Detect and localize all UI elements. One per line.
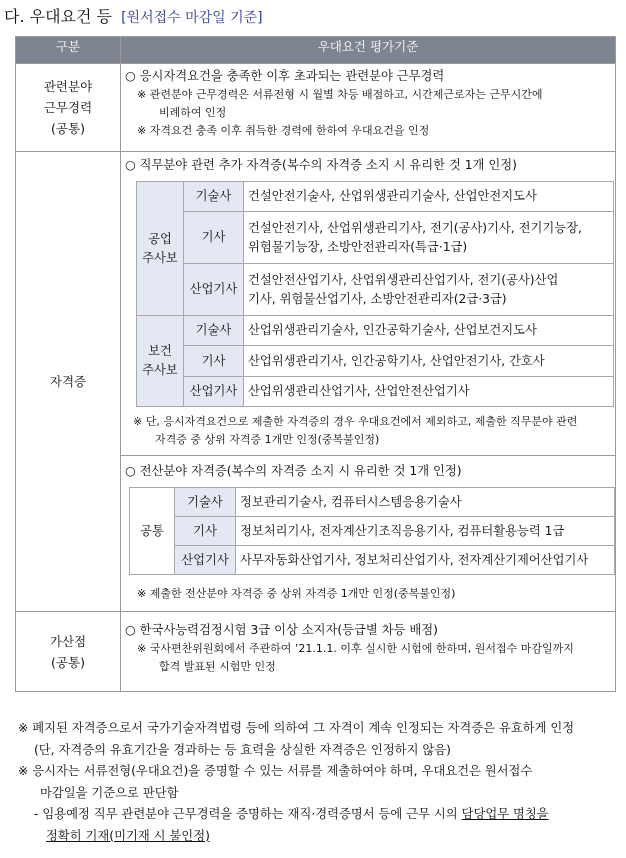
table-row bbox=[137, 377, 614, 407]
footer-note-2-cont: 마감일을 기준으로 판단함 bbox=[40, 785, 179, 800]
footer-note-3: - 임용예정 직무 관련분야 근무경력을 증명하는 재직·경력증명서 등에 근무 시의 담당업무 명칭을 bbox=[34, 807, 549, 821]
criteria-experience bbox=[121, 64, 616, 152]
header-criteria: 우대요건 평가기준 bbox=[121, 37, 616, 64]
preference-table bbox=[15, 36, 616, 692]
footer-notes bbox=[18, 718, 618, 847]
criteria-bonus bbox=[121, 612, 616, 692]
cert-list: 건설안전기사, 산업위생관리기사, 전기(공사)기사, 전기기능장, 위험물기능장, 소방안전관리자(특급·1급) bbox=[244, 212, 614, 264]
cert-list: 정보관리기술사, 컴퓨터시스템응용기술사 bbox=[236, 488, 615, 517]
group-health: 보건 주사보 bbox=[137, 316, 184, 407]
level-label: 산업기사 bbox=[184, 264, 244, 316]
section-subtitle: [원서접수 마감일 기준] bbox=[121, 10, 263, 26]
row-certificate bbox=[16, 152, 616, 612]
category-certificate: 자격증 bbox=[16, 152, 121, 612]
experience-note-1: ※ 관련분야 근무경력은 서류전형 시 월별 차등 배점하고, 시간제근로자는 근무시간에 비례하여 인정 bbox=[137, 88, 543, 119]
job-field-note: ※ 단, 응시자격요건으로 제출한 자격증의 경우 우대요건에서 제외하고, 제출한 직무분야 관련 자격증 중 상위 자격증 1개만 인정(중복불인정) bbox=[133, 415, 578, 446]
table-row bbox=[137, 346, 614, 377]
cert-list: 사무자동화산업기사, 정보처리산업기사, 전자계산기제어산업기사 bbox=[236, 546, 615, 575]
experience-main: ○ 응시자격요건을 충족한 이후 초과되는 관련분야 근무경력 bbox=[125, 69, 445, 83]
table-row bbox=[130, 517, 615, 546]
table-row bbox=[137, 212, 614, 264]
group-industrial: 공업 주사보 bbox=[137, 182, 184, 316]
criteria-certificate bbox=[121, 152, 616, 612]
category-bonus: 가산점 (공통) bbox=[16, 612, 121, 692]
level-label: 산업기사 bbox=[175, 546, 236, 575]
category-experience: 관련분야 근무경력 (공통) bbox=[16, 64, 121, 152]
bonus-note: ※ 국사편찬위원회에서 주관하여 ’21.1.1. 이후 실시한 시험에 한하며, 원서접수 마감일까지 합격 발표된 시험만 인정 bbox=[137, 642, 574, 673]
cert-list: 건설안전산업기사, 산업위생관리산업기사, 전기(공사)산업 기사, 위험물산업기사, 소방안전관리자(2급·3급) bbox=[244, 264, 614, 316]
cert-list: 정보처리기사, 전자계산기조직응용기사, 컴퓨터활용능력 1급 bbox=[236, 517, 615, 546]
level-label: 기사 bbox=[175, 517, 236, 546]
table-row bbox=[130, 488, 615, 517]
table-row bbox=[137, 182, 614, 212]
section-heading bbox=[4, 4, 263, 27]
job-field-main: ○ 직무분야 관련 추가 자격증(복수의 자격증 소지 시 유리한 것 1개 인정) bbox=[125, 158, 517, 172]
job-field-section bbox=[121, 152, 615, 456]
section-title: 다. 우대요건 등 bbox=[4, 7, 112, 26]
table-row bbox=[130, 546, 615, 575]
level-label: 기사 bbox=[184, 346, 244, 377]
footer-note-1-cont: (단, 자격증의 유효기간을 경과하는 등 효력을 상실한 자격증은 인정하지 않음) bbox=[34, 742, 451, 757]
level-label: 기사 bbox=[184, 212, 244, 264]
it-field-section bbox=[121, 456, 615, 611]
cert-list: 산업위생관리기사, 인간공학기사, 산업안전기사, 간호사 bbox=[244, 346, 614, 377]
level-label: 기술사 bbox=[175, 488, 236, 517]
table-header-row bbox=[16, 37, 616, 64]
level-label: 산업기사 bbox=[184, 377, 244, 407]
footer-note-2: ※ 응시자는 서류전형(우대요건)을 증명할 수 있는 서류를 제출하여야 하며, 우대요건은 원서접수 bbox=[18, 764, 533, 778]
it-field-note: ※ 제출한 전산분야 자격증 중 상위 자격증 1개만 인정(중복불인정) bbox=[137, 587, 456, 600]
bonus-main: ○ 한국사능력검정시험 3급 이상 소지자(등급별 차등 배점) bbox=[125, 623, 438, 637]
level-label: 기술사 bbox=[184, 182, 244, 212]
cert-list: 산업위생관리기술사, 인간공학기술사, 산업보건지도사 bbox=[244, 316, 614, 346]
level-label: 기술사 bbox=[184, 316, 244, 346]
cert-list: 산업위생관리산업기사, 산업안전산업기사 bbox=[244, 377, 614, 407]
it-field-main: ○ 전산분야 자격증(복수의 자격증 소지 시 유리한 것 1개 인정) bbox=[125, 464, 462, 478]
table-row bbox=[137, 316, 614, 346]
experience-note-2: ※ 자격요건 충족 이후 취득한 경력에 한하여 우대요건을 인정 bbox=[137, 124, 430, 137]
row-experience bbox=[16, 64, 616, 152]
footer-note-3-cont: 정확히 기재(미기재 시 불인정) bbox=[46, 828, 210, 843]
group-common: 공통 bbox=[130, 488, 175, 575]
header-category: 구분 bbox=[16, 37, 121, 64]
it-cert-table bbox=[129, 487, 615, 575]
table-row bbox=[137, 264, 614, 316]
footer-note-1: ※ 폐지된 자격증으로서 국가기술자격법령 등에 의하여 그 자격이 계속 인정되는 자격증은 유효하게 인정 bbox=[18, 721, 575, 735]
cert-list: 건설안전기술사, 산업위생관리기술사, 산업안전지도사 bbox=[244, 182, 614, 212]
row-bonus bbox=[16, 612, 616, 692]
job-cert-table bbox=[136, 181, 614, 407]
